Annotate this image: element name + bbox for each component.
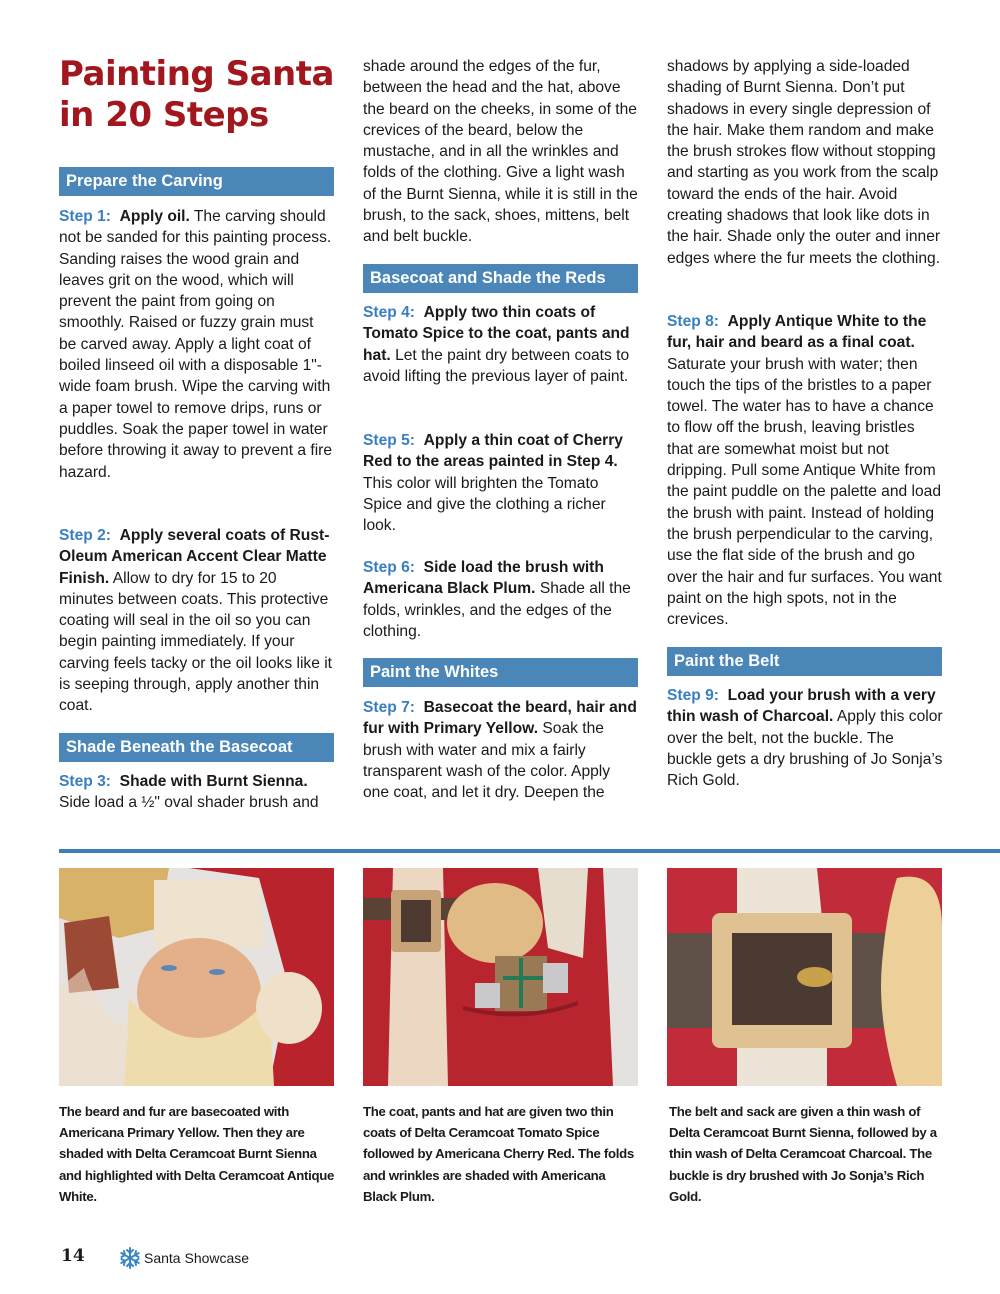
section-heading-belt: Paint the Belt	[667, 647, 942, 676]
belt-buckle-illustration	[667, 868, 942, 1086]
santa-face-illustration	[59, 868, 334, 1086]
step-7-continued: shadows by applying a side-loaded shading of Burnt Sienna. Don’t put shadows in every single depression of the hair. Make them random and make the brush strokes flow without stopping and starting as you work from the scalp toward the ends of the hair. Avoid creating shadows that look like dots in the hair. Shade only the outer and inner edges where the fur meets the clothing.	[667, 58, 941, 267]
section-heading-reds: Basecoat and Shade the Reds	[363, 264, 638, 293]
step-7	[363, 697, 639, 803]
red-coat-illustration	[363, 868, 638, 1086]
step-label: Step 1:	[59, 208, 111, 225]
caption-photo-2: The coat, pants and hat are given two thin coats of Delta Ceramcoat Tomato Spice followed by Americana Cherry Red. The folds and wrinkles are shaded with Americana Black Plum.	[363, 1104, 634, 1204]
step-body: Shade all the folds, wrinkles, and the edges of the clothing.	[363, 580, 631, 640]
step-label: Step 8:	[667, 313, 719, 330]
step-3	[59, 771, 335, 814]
page-number: 14	[61, 1246, 85, 1266]
step-label: Step 2:	[59, 527, 111, 544]
step-6	[363, 557, 639, 642]
step-2	[59, 525, 335, 717]
step-body: Let the paint dry between coats to avoid lifting the previous layer of paint.	[363, 346, 630, 385]
step-title: Shade with Burnt Sienna.	[119, 773, 308, 790]
step-title: Apply oil.	[119, 208, 190, 225]
step-1	[59, 206, 335, 483]
step-title: Apply a thin coat of Cherry Red to the areas painted in Step 4.	[363, 432, 623, 471]
step-body: Side load a ½" oval shader brush and	[59, 794, 319, 812]
section-divider	[59, 849, 1000, 853]
step-title: Basecoat the beard, hair and fur with Primary Yellow.	[363, 699, 637, 738]
publication-title: Santa Showcase	[144, 1250, 250, 1266]
step-title: Apply two thin coats of Tomato Spice to the coat, pants and hat.	[363, 304, 630, 364]
page-title	[59, 54, 334, 136]
step-body: Allow to dry for 15 to 20 minutes between coats. This protective coating will seal in the oil so you can begin painting immediately. If your carving feels tacky or the oil looks like it is seeping through, apply another thin coat.	[59, 569, 333, 715]
step-label: Step 4:	[363, 304, 415, 321]
step-title: Apply several coats of Rust-Oleum American Accent Clear Matte Finish.	[59, 527, 330, 587]
section-heading-shade: Shade Beneath the Basecoat	[59, 733, 334, 762]
photo-red-coat	[363, 868, 638, 1086]
step-title: Side load the brush with Americana Black Plum.	[363, 559, 604, 598]
section-heading-prepare: Prepare the Carving	[59, 167, 334, 196]
step-title: Load your brush with a very thin wash of Charcoal.	[667, 687, 936, 726]
step-body: The carving should not be sanded for this painting process. Sanding raises the wood grain and leaves grit on the wood, which will prevent the paint from going on smoothly. Raised or fuzzy grain must be carved away. Apply a light coat of boiled linseed oil with a disposable 1"-wide foam brush. Wipe the carving with a paper towel to remove drips, runs or puddles. Soak the paper towel in water before throwing it away to prevent a fire hazard.	[59, 208, 333, 481]
photo-santa-face	[59, 868, 334, 1086]
photo-belt-buckle	[667, 868, 942, 1086]
caption-photo-3: The belt and sack are given a thin wash of Delta Ceramcoat Burnt Sienna, followed by a thin wash of Delta Ceramcoat Charcoal. The buckle is dry brushed with Jo Sonja’s Rich Gold.	[669, 1104, 937, 1204]
step-3-continued: shade around the edges of the fur, between the head and the hat, above the beard on the cheeks, in some of the crevices of the beard, below the mustache, and in all the wrinkles and folds of the clothing. Give a light wash of the Burnt Sienna, while it is still in the brush, to the sack, shoes, mittens, belt and belt buckle.	[363, 58, 638, 246]
step-5	[363, 430, 639, 536]
step-label: Step 9:	[667, 687, 719, 704]
snowflake-icon	[118, 1246, 142, 1270]
title-line-2: in 20 Steps	[59, 95, 269, 135]
step-label: Step 3:	[59, 773, 111, 790]
step-body: Soak the brush with water and mix a fairly transparent wash of the color. Apply one coat, and let it dry. Deepen the	[363, 720, 611, 802]
step-title: Apply Antique White to the fur, hair and beard as a final coat.	[667, 313, 927, 352]
title-line-1: Painting Santa	[59, 54, 334, 94]
step-body: This color will brighten the Tomato Spice and give the clothing a richer look.	[363, 474, 606, 535]
step-label: Step 7:	[363, 699, 415, 716]
step-4	[363, 302, 639, 387]
step-body: Apply this color over the belt, not the buckle. The buckle gets a dry brushing of Jo Sonja’s Rich Gold.	[667, 708, 943, 790]
step-9	[667, 685, 943, 791]
step-8	[667, 311, 943, 630]
step-label: Step 6:	[363, 559, 415, 576]
section-heading-whites: Paint the Whites	[363, 658, 638, 687]
caption-photo-1: The beard and fur are basecoated with Americana Primary Yellow. Then they are shaded with Delta Ceramcoat Burnt Sienna and highlighted with Delta Ceramcoat Antique White.	[59, 1104, 334, 1204]
step-label: Step 5:	[363, 432, 415, 449]
publication-name	[118, 1246, 249, 1270]
step-body: Saturate your brush with water; then touch the tips of the bristles to a paper towel. The water has to have a chance to flow off the brush, leaving bristles that are somewhat moist but not dripping. Pull some Antique White from the paint puddle on the palette and load the brush with paint. Instead of holding the brush perpendicular to the carving, use the flat side of the brush and go over the hair and fur surfaces. You want paint on the high spots, not in the crevices.	[667, 355, 942, 629]
